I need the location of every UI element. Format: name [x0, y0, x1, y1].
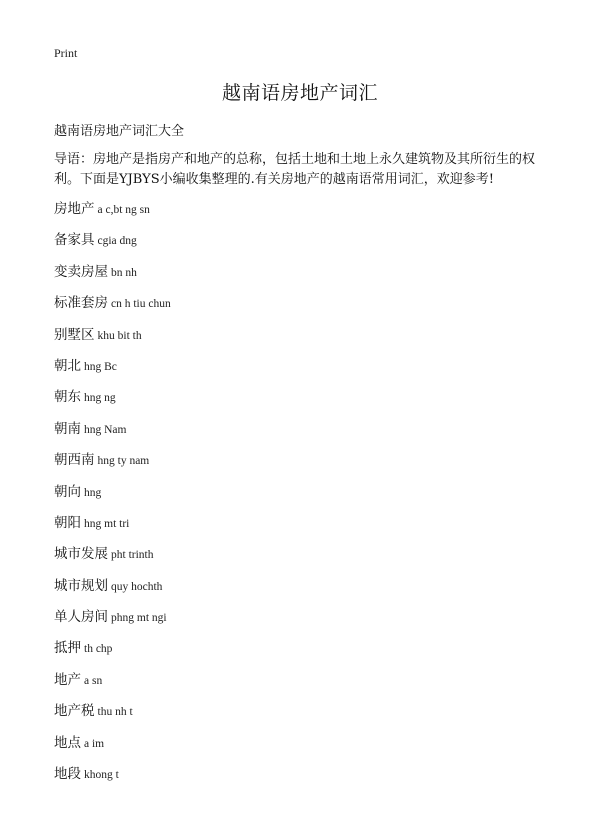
vocab-item: [54, 324, 171, 355]
vocab-term-vietnamese: pht trinth: [111, 549, 154, 562]
vocab-term-vietnamese: th chp: [84, 643, 113, 656]
vocab-term-chinese: 朝南: [54, 420, 81, 437]
vocab-term-chinese: 朝北: [54, 357, 81, 374]
vocab-term-vietnamese: hng mt tri: [84, 517, 130, 530]
vocab-item: [54, 543, 171, 574]
vocab-term-chinese: 地产税: [54, 703, 95, 720]
vocab-term-vietnamese: hng ng: [84, 392, 116, 405]
vocab-term-vietnamese: cgia dng: [97, 235, 137, 248]
vocab-term-chinese: 备家具: [54, 232, 95, 249]
vocab-term-chinese: 别墅区: [54, 326, 95, 343]
vocab-term-vietnamese: phng mt ngi: [111, 612, 167, 625]
vocab-item: [54, 700, 171, 731]
vocab-term-chinese: 朝西南: [54, 452, 95, 469]
page-title: 越南语房地产词汇: [221, 82, 378, 104]
vocab-term-chinese: 变卖房屋: [54, 263, 108, 280]
vocab-item: [54, 449, 171, 480]
vocab-term-vietnamese: quy hochth: [111, 580, 163, 593]
vocab-term-vietnamese: a sn: [84, 674, 103, 687]
vocab-term-chinese: 城市发展: [54, 546, 108, 563]
vocab-term-vietnamese: hng ty nam: [97, 455, 150, 468]
vocab-term-vietnamese: a im: [84, 737, 105, 750]
vocab-term-vietnamese: hng Bc: [84, 360, 117, 373]
vocab-term-vietnamese: hng: [84, 486, 102, 499]
vocab-term-vietnamese: khu bit th: [97, 329, 142, 342]
vocab-term-chinese: 朝阳: [54, 514, 81, 531]
vocab-item: [54, 355, 171, 386]
vocab-item: [54, 763, 171, 794]
vocab-term-vietnamese: thu nh t: [97, 706, 133, 719]
vocab-term-chinese: 单人房间: [54, 609, 108, 626]
vocab-term-vietnamese: a c,bt ng sn: [97, 204, 150, 216]
vocab-item: [54, 418, 171, 449]
vocab-term-chinese: 标准套房: [54, 295, 108, 312]
vocab-term-chinese: 城市规划: [54, 577, 108, 594]
vocab-term-vietnamese: bn nh: [111, 266, 137, 279]
vocab-item: [54, 512, 171, 543]
vocab-term-vietnamese: hng Nam: [84, 423, 127, 436]
vocab-item: [54, 292, 171, 323]
vocab-item: [54, 481, 171, 512]
vocab-term-vietnamese: khong t: [84, 769, 119, 782]
vocab-item: [54, 606, 171, 637]
vocab-item: [54, 732, 171, 763]
vocab-list: [54, 198, 171, 794]
vocab-term-chinese: 朝向: [54, 483, 81, 500]
vocab-term-vietnamese: cn h tiu chun: [111, 298, 171, 311]
intro-paragraph: 导语：房地产是指房产和地产的总称，包括土地和土地上永久建筑物及其所衍生的权利。下面是YJBYS小编收集整理的.有关房地产的越南语常用词汇，欢迎参考!: [54, 152, 536, 187]
vocab-item: [54, 637, 171, 668]
vocab-item: [54, 575, 171, 606]
vocab-item: [54, 386, 171, 417]
vocab-term-chinese: 抵押: [54, 640, 81, 657]
vocab-term-chinese: 朝东: [54, 389, 81, 406]
vocab-term-chinese: 地点: [54, 734, 81, 751]
vocab-item: [54, 198, 171, 229]
subtitle: 越南语房地产词汇大全: [54, 124, 185, 139]
print-link[interactable]: Print: [54, 46, 78, 60]
vocab-term-chinese: 地产: [54, 671, 81, 688]
vocab-term-chinese: 房地产: [54, 201, 95, 217]
vocab-item: [54, 261, 171, 292]
vocab-term-chinese: 地段: [54, 766, 81, 783]
vocab-item: [54, 229, 171, 260]
vocab-item: [54, 669, 171, 700]
